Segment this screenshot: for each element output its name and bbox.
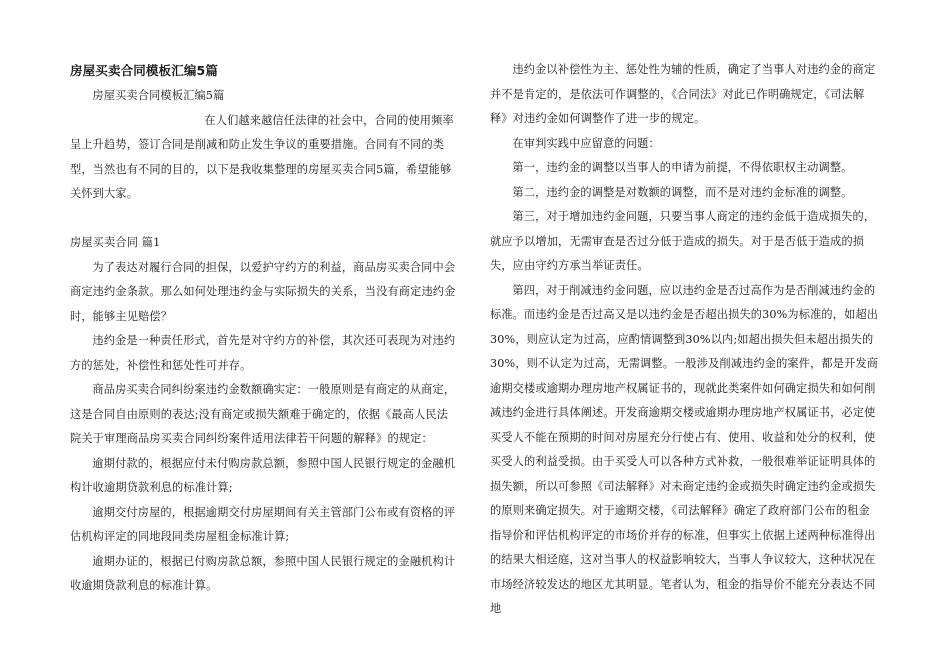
intro-paragraph: 在人们越来越信任法律的社会中，合同的使用频率呈上升趋势，签订合同是削减和防止发生争议的重要措施。合同有不同的类型，当然也有不同的目的，以下是我收集整理的房屋买卖合同5篇，希望能够关怀到大家。: [70, 113, 454, 200]
paragraph: 商品房买卖合同纠纷案违约金数额确实定：一般原则是有商定的从商定，这是合同自由原则的表达;没有商定或损失额难于确定的，依据《最高人民法院关于审理商品房买卖合同纠纷案件适用法律若干问题的解释》的规定：: [70, 383, 456, 445]
paragraph: 违约金是一种责任形式，首先是对守约方的补偿，其次还可表现为对违约方的惩处，补偿性和惩处性可并存。: [70, 334, 456, 372]
paragraph-spacer: [70, 207, 458, 232]
paragraph: 在审判实践中应留意的问题：: [512, 136, 660, 150]
paragraph: 第三，对于增加违约金问题，只要当事人商定的违约金低于造成损失的，就应予以增加，无需审查是否过分低于造成的损失。对于是否低于造成的损失，应由守约方承当举证责任。: [490, 210, 876, 272]
paragraph: 第四，对于削减违约金问题，应以违约金是否过高作为是否削减违约金的标准。而违约金是否过高又是以违约金是否超出损失的30%为标准的，如超出30%，则应认定为过高，应酌情调整到30%以内;如超出损失但未超出损失的30%，则不认定为过高，无需调整。一般涉及削减违约金的案件，都是开发商逾期交楼或逾期办理房地产权属证书的，现就此类案件如何确定损失和如何削减违约金进行具体阐述。开发商逾期交楼或逾期办理房地产权属证书，必定使买受人不能在预期的时间对房屋充分行使占有、使用、收益和处分的权利，使买受人的利益受损。由于买受人可以各种方式补救，一般很难举证证明具体的损失额，所以可参照《司法解释》对未商定违约金或损失时确定违约金或损失的原则来确定损失。对于逾期交楼，《司法解释》确定了政府部门公布的租金指导价和评估机构评定的市场价并存的标准，但事实上依据上述两种标准得出的结果大相迳庭，这对当事人的权益影响较大，当事人争议较大，这种状况在市场经济较发达的地区尤其明显。笔者认为，租金的指导价不能充分表达不同地: [490, 283, 879, 615]
paragraph: 逾期办证的，根据已付购房款总额，参照中国人民银行规定的金融机构计收逾期贷款利息的标准计算。: [70, 554, 456, 592]
document-subtitle: 房屋买卖合同模板汇编5篇: [92, 89, 225, 102]
paragraph: 逾期交付房屋的，根据逾期交付房屋期间有关主管部门公布或有资格的评估机构评定的同地段同类房屋租金标准计算;: [70, 505, 456, 543]
document-title: 房屋买卖合同模板汇编5篇: [70, 63, 218, 78]
section-heading: 房屋买卖合同 篇1: [70, 236, 161, 249]
left-column: [70, 58, 458, 599]
paragraph: 为了表达对履行合同的担保，以爱护守约方的利益，商品房买卖合同中会商定违约金条款。那么如何处理违约金与实际损失的关系，当没有商定违约金时，能够主见赔偿？: [70, 260, 456, 323]
paragraph: 第二，违约金的调整是对数额的调整，而不是对违约金标准的调整。: [512, 185, 853, 199]
paragraph: 违约金以补偿性为主、惩处性为辅的性质，确定了当事人对违约金的商定并不是肯定的，是依法可作调整的，《合同法》对此已作明确规定，《司法解释》对违约金如何调整作了进一步的规定。: [490, 63, 876, 125]
right-column: [490, 58, 880, 622]
paragraph: 逾期付款的，根据应付未付购房款总额，参照中国人民银行规定的金融机构计收逾期贷款利息的标准计算;: [70, 456, 456, 494]
paragraph: 第一，违约金的调整以当事人的申请为前提，不得依职权主动调整。: [512, 161, 853, 174]
